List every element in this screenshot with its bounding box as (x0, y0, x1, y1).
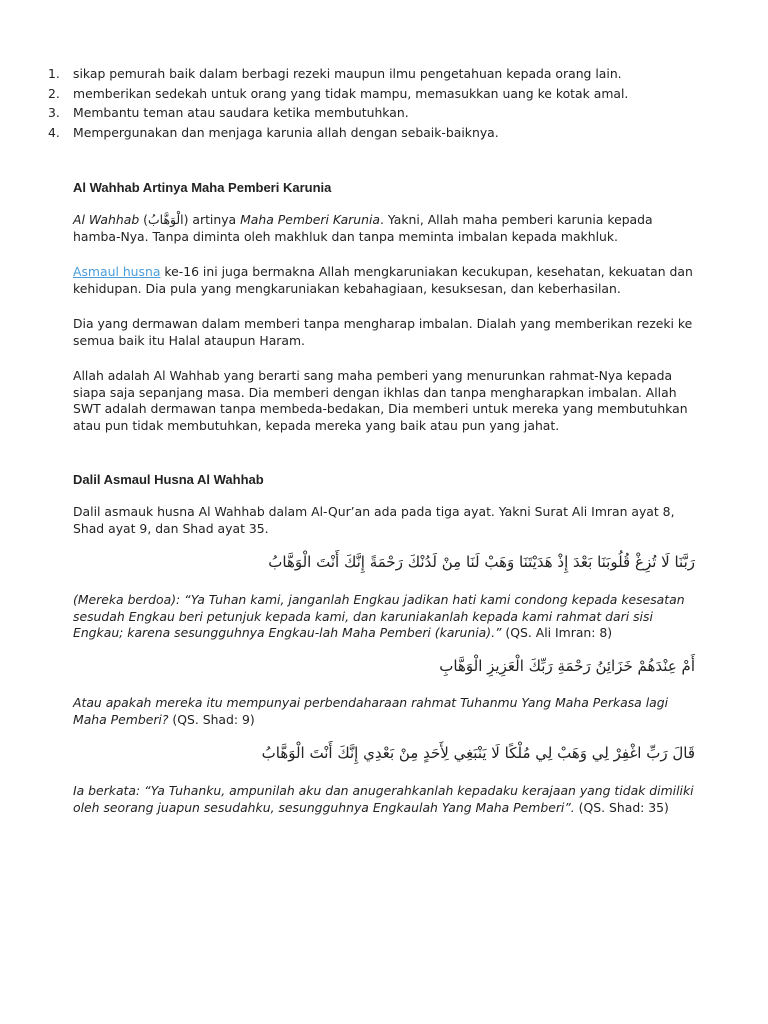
arabic-verse-shad-9: أَمْ عِنْدَهُمْ خَزَائِنُ رَحْمَةِ رَبِّكَ الْعَزِيزِ الْوَهَّابِ (439, 657, 695, 675)
list-item: 4. Mempergunakan dan menjaga karunia allah dengan sebaik-baiknya. (48, 124, 499, 140)
paragraph-allah-al-wahhab: Allah adalah Al Wahhab yang berarti sang maha pemberi yang menurunkan rahmat-Nya kepada siapa saja sepanjang masa. Dia memberi dengan ikhlas dan tanpa mengharapkan imbalan. Allah SWT adalah dermawan tanpa membeda-bedakan, Dia memberi untuk mereka yang membutuhkan atau pun tidak membutuhkan, kepada mereka yang baik atau pun yang jahat. (73, 368, 688, 433)
translation-ali-imran-8: (Mereka berdoa): “Ya Tuhan kami, janganlah Engkau jadikan hati kami condong kepada kesesatan sesudah Engkau beri petunjuk kepada kami, dan karuniakanlah kepada kami rahmat dari sisi Engkau; karena sesungguhnya Engkau-lah Maha Pemberi (karunia).” (QS. Ali Imran: 8) (73, 592, 685, 640)
translation-shad-9: Atau apakah mereka itu mempunyai perbendaharaan rahmat Tuhanmu Yang Maha Perkasa lagi Maha Pemberi? (QS. Shad: 9) (73, 695, 669, 727)
list-item: 3. Membantu teman atau saudara ketika membutuhkan. (48, 105, 409, 120)
section-heading-al-wahhab: Al Wahhab Artinya Maha Pemberi Karunia (73, 180, 332, 195)
list-item: 2. memberikan sedekah untuk orang yang tidak mampu, memasukkan uang ke kotak amal. (48, 85, 629, 101)
paragraph-asmaul-husna: Asmaul husna ke-16 ini juga bermakna Allah mengkaruniakan kecukupan, kesehatan, kekuatan dan kehidupan. Dia pula yang mengkaruniakan kebahagiaan, kesuksesan, dan keberhasilan. (73, 264, 693, 296)
translation-shad-35: Ia berkata: “Ya Tuhanku, ampunilah aku dan anugerahkanlah kepadaku kerajaan yang tidak dimiliki oleh seorang juapun sesudahku, sesungguhnya Engkaulah Yang Maha Pemberi”. (QS. Shad: 35) (73, 783, 694, 815)
arabic-verse-ali-imran-8: رَبَّنَا لَا تُزِغْ قُلُوبَنَا بَعْدَ إِذْ هَدَيْتَنَا وَهَبْ لَنَا مِنْ لَدُنْكَ رَحْمَةً إِنَّكَ أَنْتَ الْوَهَّابُ (268, 553, 695, 571)
arabic-verse-shad-35: قَالَ رَبِّ اغْفِرْ لِي وَهَبْ لِي مُلْكًا لَا يَنْبَغِي لِأَحَدٍ مِنْ بَعْدِي إِنَّكَ أَنْتَ الْوَهَّابُ (261, 744, 695, 762)
paragraph-dalil-intro: Dalil asmauk husna Al Wahhab dalam Al-Qur’an ada pada tiga ayat. Yakni Surat Ali Imran ayat 8, Shad ayat 9, dan Shad ayat 35. (73, 504, 675, 536)
paragraph-dermawan: Dia yang dermawan dalam memberi tanpa mengharap imbalan. Dialah yang memberikan rezeki ke semua baik itu Halal ataupun Haram. (73, 316, 693, 348)
asmaul-husna-link[interactable]: Asmaul husna (73, 264, 161, 279)
list-item: 1. sikap pemurah baik dalam berbagi rezeki maupun ilmu pengetahuan kepada orang lain. (48, 66, 622, 81)
numbered-list (48, 64, 728, 142)
paragraph-definition: Al Wahhab (الْوَهَّابُ) artinya Maha Pemberi Karunia. Yakni, Allah maha pemberi karunia kepada hamba-Nya. Tanpa diminta oleh makhluk dan tanpa meminta imbalan kepada makhluk. (73, 212, 653, 244)
section-heading-dalil: Dalil Asmaul Husna Al Wahhab (73, 472, 264, 487)
